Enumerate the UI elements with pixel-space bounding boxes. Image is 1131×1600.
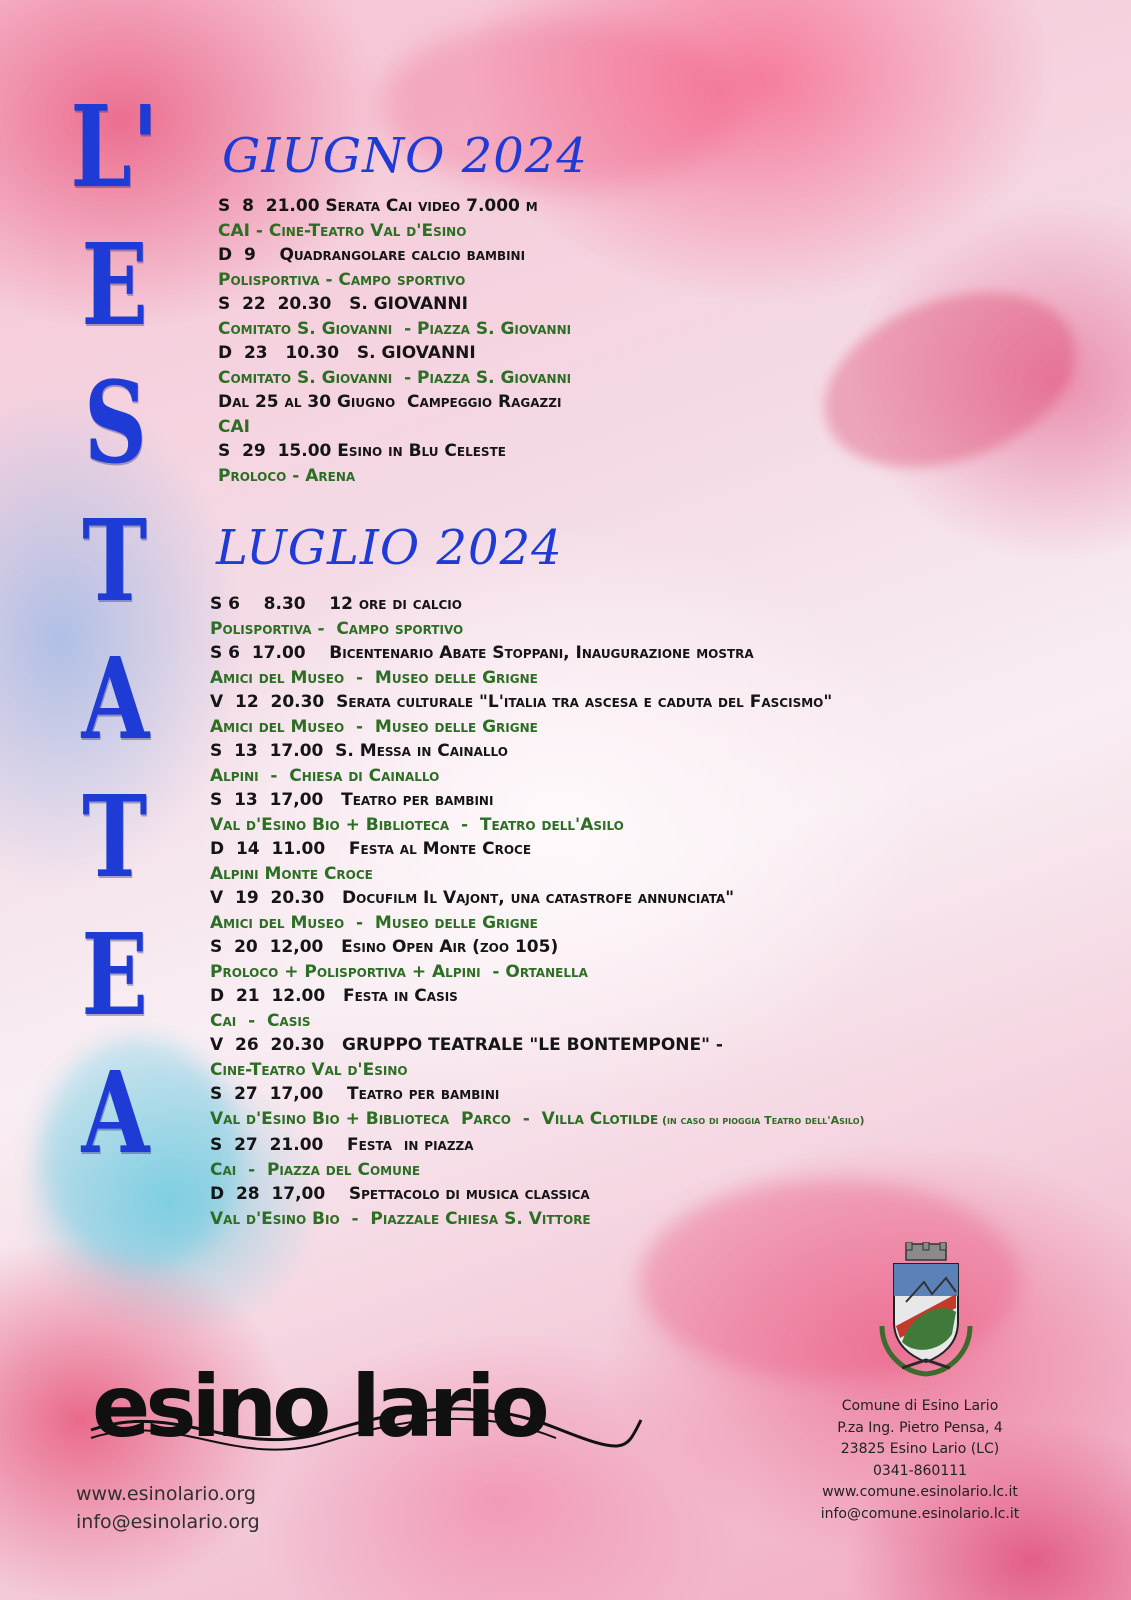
event-text: D 9 Quadrangolare calcio bambini xyxy=(218,245,526,265)
comune-email[interactable]: info@comune.esinolario.lc.it xyxy=(820,1505,1020,1522)
event-text: D 21 12.00 Festa in Casis xyxy=(210,986,458,1006)
contact-left xyxy=(76,1480,260,1536)
comune-address: P.za Ing. Pietro Pensa, 4 xyxy=(837,1419,1003,1436)
event-note: (in caso di pioggia Teatro dell'Asilo) xyxy=(658,1113,865,1127)
event-text: S 8 21.00 Serata Cai video 7.000 m xyxy=(218,196,538,216)
event-row xyxy=(210,1133,865,1158)
event-text: Dal 25 al 30 Giugno Campeggio Ragazzi xyxy=(218,392,562,412)
organizer-row xyxy=(218,464,571,489)
organizer-text: Amici del Museo - Museo delle Grigne xyxy=(210,716,538,737)
organizer-text: Amici del Museo - Museo delle Grigne xyxy=(210,912,538,933)
organizer-row xyxy=(218,219,571,244)
schedule-luglio xyxy=(210,592,865,1231)
organizer-text: Amici del Museo - Museo delle Grigne xyxy=(210,667,538,688)
event-text: V 26 20.30 GRUPPO TEATRALE "LE BONTEMPONE" - xyxy=(210,1035,723,1055)
schedule-giugno xyxy=(218,194,571,488)
event-text: D 23 10.30 S. GIOVANNI xyxy=(218,343,476,363)
event-row xyxy=(218,194,571,219)
organizer-text: Polisportiva - Campo sportivo xyxy=(218,269,466,290)
organizer-text: Val d'Esino Bio + Biblioteca Parco - Villa Clotilde xyxy=(210,1108,659,1129)
organizer-row xyxy=(218,317,571,342)
comune-name: Comune di Esino Lario xyxy=(841,1398,999,1414)
municipal-coat-of-arms-icon xyxy=(872,1242,980,1382)
contact-right xyxy=(790,1396,1050,1525)
organizer-row xyxy=(210,1058,865,1083)
organizer-row xyxy=(210,1207,865,1232)
organizer-row xyxy=(218,366,571,391)
vertical-title xyxy=(60,82,170,1196)
event-text: V 12 20.30 Serata culturale "L'italia tra ascesa e caduta del Fascismo" xyxy=(210,692,833,712)
month-heading-luglio: LUGLIO 2024 xyxy=(216,520,563,576)
vertical-title-letter: E xyxy=(81,910,149,1041)
event-row xyxy=(218,292,571,317)
event-row xyxy=(210,886,865,911)
esino-lario-logo: esino lario xyxy=(92,1357,545,1457)
event-text: V 19 20.30 Docufilm Il Vajont, una catastrofe annunciata" xyxy=(210,888,735,908)
event-row xyxy=(210,739,865,764)
event-row xyxy=(210,984,865,1009)
website-link[interactable]: www.esinolario.org xyxy=(76,1483,256,1505)
organizer-text: Proloco - Arena xyxy=(218,465,356,486)
organizer-text: Comitato S. Giovanni - Piazza S. Giovanni xyxy=(218,367,572,388)
event-text: S 22 20.30 S. GIOVANNI xyxy=(218,294,468,314)
organizer-row xyxy=(210,666,865,691)
vertical-title-letter: T xyxy=(82,772,148,903)
organizer-text: CAI xyxy=(218,416,250,437)
event-text: D 28 17,00 Spettacolo di musica classica xyxy=(210,1184,590,1204)
vertical-title-letter: T xyxy=(82,496,148,627)
event-text: S 27 21.00 Festa in piazza xyxy=(210,1135,474,1155)
organizer-text: Polisportiva - Campo sportivo xyxy=(210,618,464,639)
event-row xyxy=(210,1033,865,1058)
event-text: S 13 17.00 S. Messa in Cainallo xyxy=(210,741,508,761)
comune-city: 23825 Esino Lario (LC) xyxy=(840,1441,1000,1457)
wave-underline-icon xyxy=(86,1390,646,1470)
organizer-text: Cai - Casis xyxy=(210,1010,311,1031)
event-text: S 13 17,00 Teatro per bambini xyxy=(210,790,494,810)
vertical-title-letter: A xyxy=(81,1048,149,1179)
organizer-text: Alpini Monte Croce xyxy=(210,863,373,884)
event-text: S 20 12,00 Esino Open Air (zoo 105) xyxy=(210,937,559,957)
organizer-row xyxy=(210,617,865,642)
organizer-row xyxy=(210,862,865,887)
background-blob xyxy=(800,260,1099,499)
comune-website[interactable]: www.comune.esinolario.lc.it xyxy=(822,1484,1018,1500)
event-row xyxy=(210,837,865,862)
organizer-row xyxy=(210,813,865,838)
organizer-row xyxy=(210,715,865,740)
organizer-row xyxy=(210,1009,865,1034)
organizer-text: Alpini - Chiesa di Cainallo xyxy=(210,765,440,786)
vertical-title-letter: S xyxy=(83,358,147,489)
event-row xyxy=(210,641,865,666)
organizer-row xyxy=(218,268,571,293)
event-row xyxy=(210,1182,865,1207)
organizer-row xyxy=(210,960,865,985)
organizer-text: Cine-Teatro Val d'Esino xyxy=(210,1059,408,1080)
event-text: S 27 17,00 Teatro per bambini xyxy=(210,1084,500,1104)
event-text: S 29 15.00 Esino in Blu Celeste xyxy=(218,441,506,461)
organizer-text: Cai - Piazza del Comune xyxy=(210,1159,421,1180)
vertical-title-letter: E xyxy=(81,220,149,351)
organizer-text: Comitato S. Giovanni - Piazza S. Giovanni xyxy=(218,318,572,339)
comune-phone[interactable]: 0341-860111 xyxy=(872,1462,968,1479)
month-heading-giugno: GIUGNO 2024 xyxy=(222,128,588,184)
event-text: S 6 17.00 Bicentenario Abate Stoppani, Inaugurazione mostra xyxy=(210,643,754,663)
event-row xyxy=(218,439,571,464)
event-row xyxy=(218,341,571,366)
organizer-text: Proloco + Polisportiva + Alpini - Ortanella xyxy=(210,961,588,982)
organizer-text: CAI - Cine-Teatro Val d'Esino xyxy=(218,220,467,241)
vertical-title-letter: L' xyxy=(70,82,160,213)
email-link[interactable]: info@esinolario.org xyxy=(76,1511,260,1533)
event-row xyxy=(210,788,865,813)
vertical-title-letter: A xyxy=(81,634,149,765)
organizer-text: Val d'Esino Bio - Piazzale Chiesa S. Vittore xyxy=(210,1208,591,1229)
event-row xyxy=(210,690,865,715)
event-text: S 6 8.30 12 ore di calcio xyxy=(210,594,462,614)
organizer-row xyxy=(210,911,865,936)
event-row xyxy=(210,1082,865,1107)
event-text: D 14 11.00 Festa al Monte Croce xyxy=(210,839,532,859)
organizer-row xyxy=(218,415,571,440)
organizer-row xyxy=(210,764,865,789)
event-row xyxy=(210,935,865,960)
event-row xyxy=(218,390,571,415)
organizer-text: Val d'Esino Bio + Biblioteca - Teatro dell'Asilo xyxy=(210,814,624,835)
event-row xyxy=(210,592,865,617)
event-row xyxy=(218,243,571,268)
organizer-row xyxy=(210,1158,865,1183)
organizer-row xyxy=(210,1107,865,1134)
